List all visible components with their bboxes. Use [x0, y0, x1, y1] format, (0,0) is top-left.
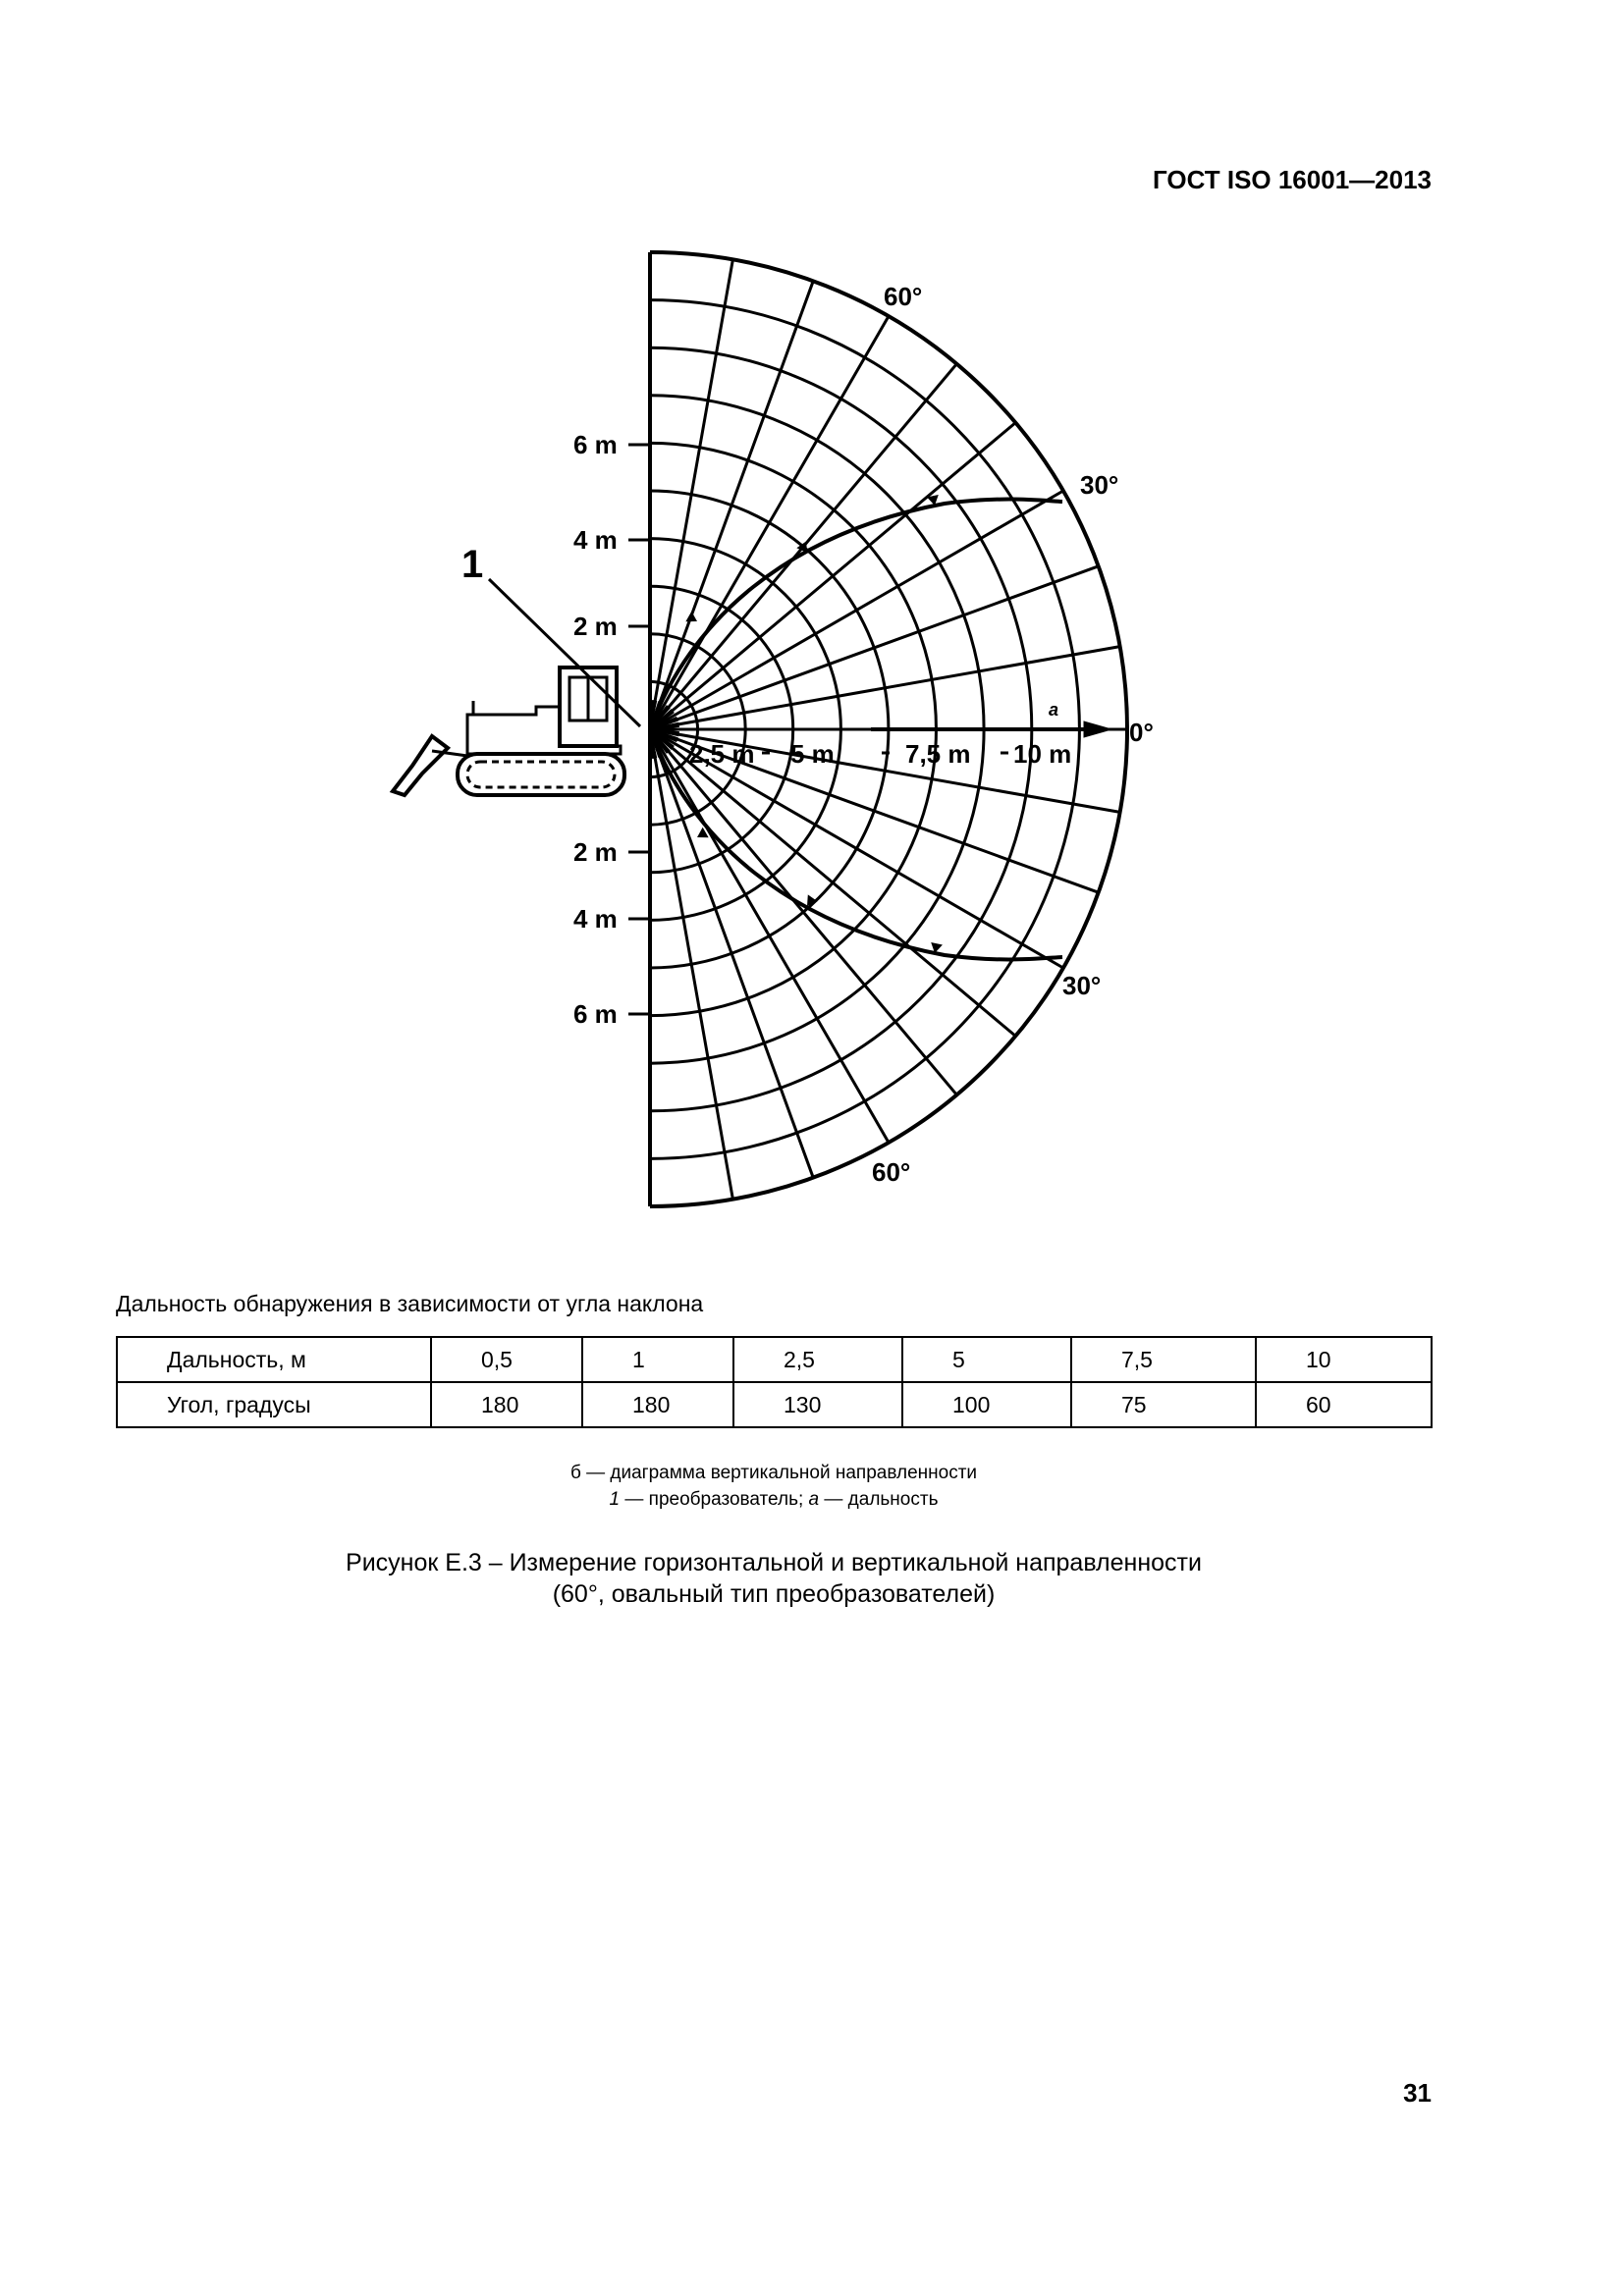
detection-range-table — [116, 1336, 1433, 1428]
row-label: Угол, градусы — [117, 1382, 431, 1427]
table-cell: 100 — [902, 1382, 1071, 1427]
vertical-directivity-diagram — [363, 245, 1227, 1217]
table-cell: 7,5 — [1071, 1337, 1256, 1382]
table-cell: 130 — [733, 1382, 902, 1427]
table-cell: 180 — [431, 1382, 582, 1427]
height-label: 4 m — [573, 525, 618, 555]
table-cell: 5 — [902, 1337, 1071, 1382]
legend-line-1: б — диаграмма вертикальной направленности — [569, 1463, 978, 1483]
legend-number: 1 — [609, 1489, 621, 1510]
table-cell: 180 — [582, 1382, 733, 1427]
height-label: 6 m — [573, 430, 618, 459]
standard-header: ГОСТ ISO 16001—2013 — [1152, 165, 1432, 194]
legend-text: — преобразователь; — [620, 1489, 809, 1510]
range-arrowhead — [1084, 721, 1111, 737]
table-row — [117, 1382, 1432, 1427]
height-label: 4 m — [573, 904, 618, 934]
bulldozer-blade-arm — [432, 751, 467, 756]
figure-title-line-2: (60°, овальный тип преобразователей) — [552, 1580, 996, 1608]
table-cell: 1 — [582, 1337, 733, 1382]
range-label: 5 m — [790, 739, 835, 769]
legend-text-end: — дальность — [819, 1489, 939, 1510]
legend-letter: a — [808, 1489, 820, 1510]
directivity-pattern — [650, 495, 1062, 959]
angle-label-30-top: 30° — [1080, 470, 1119, 500]
angle-label-60-top: 60° — [884, 282, 923, 311]
table-cell: 0,5 — [431, 1337, 582, 1382]
angle-label-0: 0° — [1129, 718, 1154, 747]
range-label: 10 m — [1013, 739, 1072, 769]
table-cell: 2,5 — [733, 1337, 902, 1382]
bulldozer-blade — [393, 736, 448, 795]
arrow-label: a — [1049, 700, 1059, 720]
table-row — [117, 1337, 1432, 1382]
page-number: 31 — [1403, 2078, 1432, 2108]
height-label: 2 m — [573, 837, 618, 867]
angle-label-30-bottom: 30° — [1062, 971, 1102, 1000]
legend-line-2 — [0, 1489, 1547, 1511]
bulldozer-track-inner — [467, 762, 615, 787]
figure-title-line-1: Рисунок Е.3 – Измерение горизонтальной и вертикальной направленности — [346, 1549, 1202, 1576]
callout-number: 1 — [461, 543, 484, 586]
diagram-labels — [461, 282, 1154, 1187]
polar-grid — [489, 252, 1127, 1206]
height-label: 6 m — [573, 999, 618, 1029]
range-label: 2,5 m — [689, 739, 755, 769]
table-cell: 75 — [1071, 1382, 1256, 1427]
table-cell: 60 — [1256, 1382, 1432, 1427]
bulldozer-drawing — [393, 667, 624, 795]
bulldozer-track — [458, 754, 624, 795]
range-label: 7,5 m — [905, 739, 971, 769]
angle-label-60-bottom: 60° — [872, 1157, 911, 1187]
height-label: 2 m — [573, 612, 618, 641]
table-cell: 10 — [1256, 1337, 1432, 1382]
table-caption: Дальность обнаружения в зависимости от угла наклона — [116, 1291, 704, 1316]
row-label: Дальность, м — [117, 1337, 431, 1382]
